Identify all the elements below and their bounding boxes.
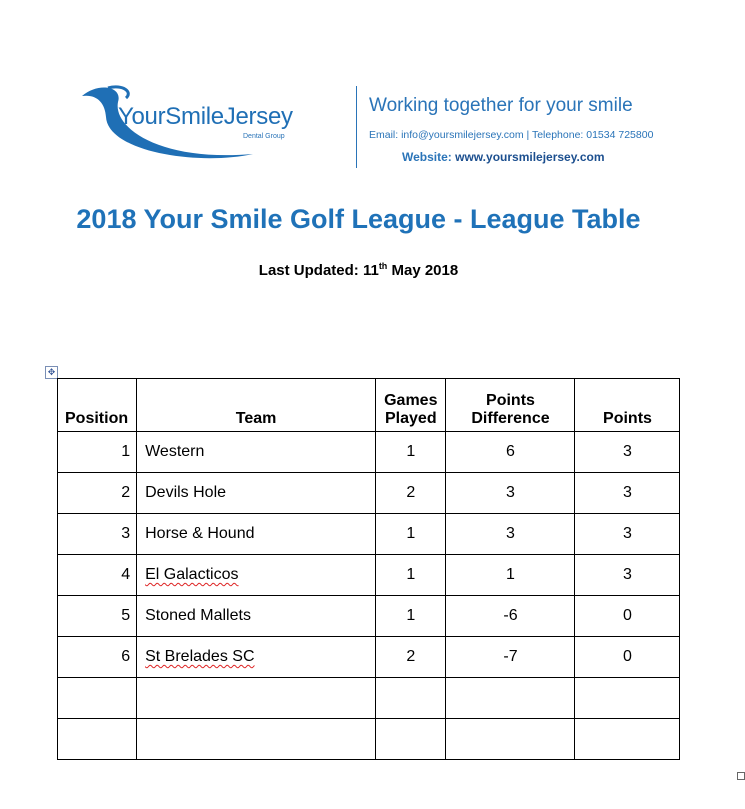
cell-diff: 3 xyxy=(446,514,575,555)
empty-cell[interactable] xyxy=(137,678,376,719)
cell-points: 3 xyxy=(575,514,680,555)
cell-position: 6 xyxy=(58,637,137,678)
header-points: Points xyxy=(575,379,680,432)
table-row xyxy=(58,555,680,596)
cell-team: Western xyxy=(137,432,376,473)
table-row-empty xyxy=(58,719,680,760)
cell-points: 3 xyxy=(575,555,680,596)
cell-games: 1 xyxy=(376,514,446,555)
empty-cell[interactable] xyxy=(575,678,680,719)
cell-team: Devils Hole xyxy=(137,473,376,514)
header-team: Team xyxy=(137,379,376,432)
cell-diff: 6 xyxy=(446,432,575,473)
cell-position: 5 xyxy=(58,596,137,637)
cell-points: 0 xyxy=(575,637,680,678)
cell-points: 0 xyxy=(575,596,680,637)
empty-cell[interactable] xyxy=(575,719,680,760)
page-title: 2018 Your Smile Golf League - League Table xyxy=(76,204,641,234)
empty-cell[interactable] xyxy=(376,719,446,760)
cell-games: 2 xyxy=(376,473,446,514)
cell-points: 3 xyxy=(575,473,680,514)
cell-games: 2 xyxy=(376,637,446,678)
website-label: Website: xyxy=(402,150,456,164)
logo-subtitle: Dental Group xyxy=(243,133,285,140)
empty-cell[interactable] xyxy=(446,678,575,719)
empty-cell[interactable] xyxy=(446,719,575,760)
table-row xyxy=(58,432,680,473)
cell-diff: 3 xyxy=(446,473,575,514)
cell-diff: -6 xyxy=(446,596,575,637)
document-end-marker xyxy=(737,772,745,780)
table-move-handle-icon[interactable]: ✥ xyxy=(45,366,58,379)
cell-diff: 1 xyxy=(446,555,575,596)
header-points-difference: Points Difference xyxy=(446,379,575,432)
table-header-row xyxy=(58,379,680,432)
last-updated: Last Updated: 11th May 2018 xyxy=(258,261,459,279)
cell-points: 3 xyxy=(575,432,680,473)
cell-team: Horse & Hound xyxy=(137,514,376,555)
cell-games: 1 xyxy=(376,432,446,473)
cell-diff: -7 xyxy=(446,637,575,678)
header-divider xyxy=(356,86,357,168)
contact-info: Email: info@yoursmilejersey.com | Telephone: 01534 725800 xyxy=(369,129,654,141)
cell-position: 1 xyxy=(58,432,137,473)
cell-games: 1 xyxy=(376,555,446,596)
table-row xyxy=(58,596,680,637)
table-row xyxy=(58,473,680,514)
header-games-played: Games Played xyxy=(376,379,446,432)
empty-cell[interactable] xyxy=(376,678,446,719)
empty-cell[interactable] xyxy=(58,719,137,760)
cell-position: 2 xyxy=(58,473,137,514)
empty-cell[interactable] xyxy=(58,678,137,719)
empty-cell[interactable] xyxy=(137,719,376,760)
cell-team: Stoned Mallets xyxy=(137,596,376,637)
cell-position: 4 xyxy=(58,555,137,596)
cell-team: St Brelades SC xyxy=(137,637,376,678)
logo-wordmark: YourSmileJersey xyxy=(118,103,293,130)
cell-position: 3 xyxy=(58,514,137,555)
cell-games: 1 xyxy=(376,596,446,637)
table-row xyxy=(58,514,680,555)
website-line xyxy=(402,150,605,164)
table-row-empty xyxy=(58,678,680,719)
table-row xyxy=(58,637,680,678)
header-position: Position xyxy=(58,379,137,432)
cell-team: El Galacticos xyxy=(137,555,376,596)
league-table xyxy=(57,378,680,760)
website-link[interactable]: www.yoursmilejersey.com xyxy=(455,150,605,164)
tagline: Working together for your smile xyxy=(369,95,633,116)
